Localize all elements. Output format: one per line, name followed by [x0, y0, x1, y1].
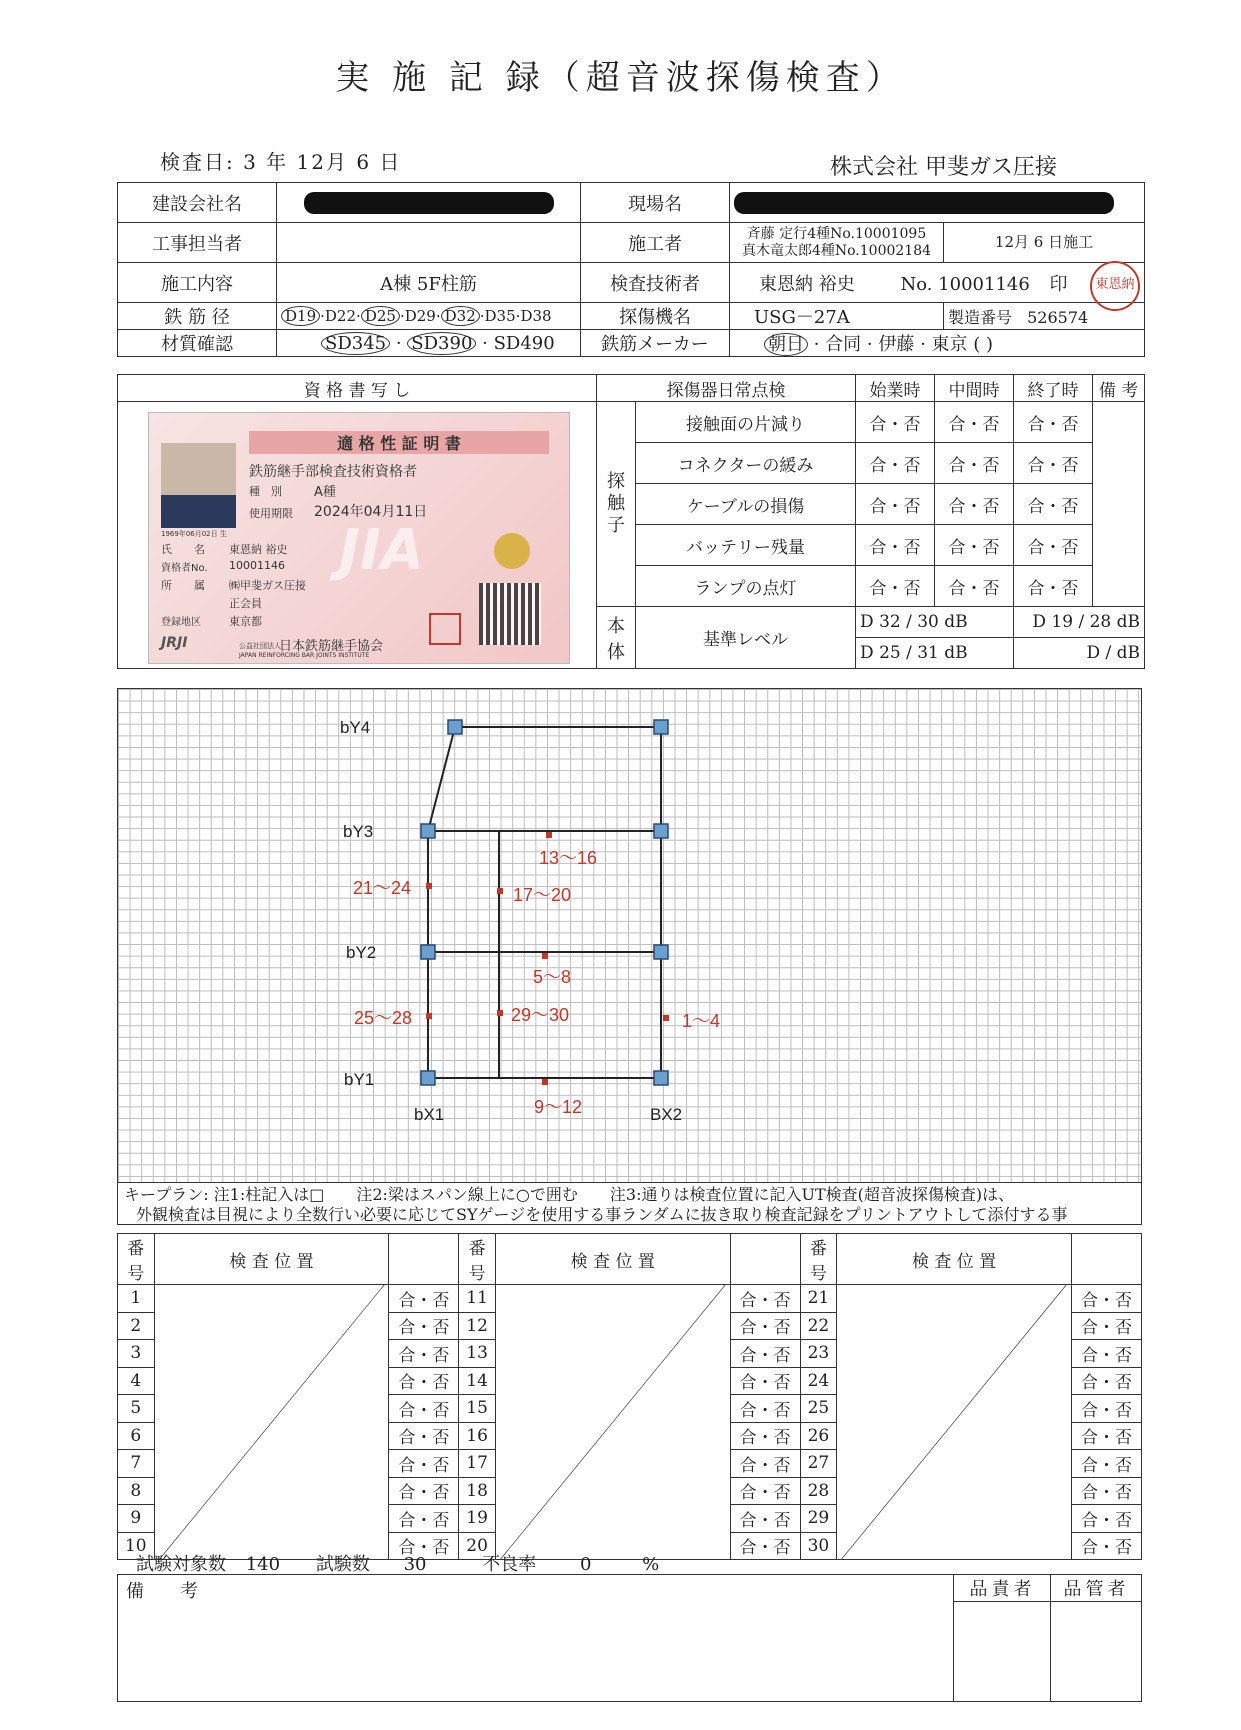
cert-type: A種 — [314, 485, 336, 500]
judgement-cell: 合・否 — [1072, 1340, 1142, 1368]
maker-options: 朝日 · 合同 · 伊藤 · 東京 ( ) — [730, 330, 1145, 357]
num-header-2: 番号 — [459, 1234, 496, 1285]
cert-no-label: 資格者No. — [161, 563, 208, 574]
judgement-cell: 合・否 — [389, 1340, 459, 1368]
point-marker — [497, 1010, 503, 1016]
num-header-1: 番号 — [118, 1234, 155, 1285]
row-number: 7 — [118, 1450, 155, 1478]
item5-end: 合・否 — [1014, 566, 1093, 607]
judgement-cell: 合・否 — [389, 1505, 459, 1533]
seal-char: 印 — [1049, 273, 1068, 295]
cert-qual: 鉄筋継手部検査技術資格者 — [249, 464, 417, 480]
rebar-dia-label: 鉄 筋 径 — [118, 303, 277, 330]
check-item-2: コネクターの緩み — [636, 443, 856, 484]
gold-seal-icon — [494, 533, 530, 569]
row-number: 8 — [118, 1477, 155, 1505]
cert-check-table — [117, 374, 1145, 669]
label-BX2: BX2 — [650, 1105, 683, 1124]
num-header-3: 番号 — [800, 1234, 837, 1285]
rebar-d38: D38 — [520, 307, 552, 325]
row-number: 15 — [459, 1395, 496, 1423]
row-number: 22 — [800, 1312, 837, 1340]
inspector-name: 東恩納 裕史 — [759, 273, 855, 295]
remarks-box — [117, 1574, 1142, 1702]
worker-1: 斉藤 定行4種No.10001095 — [746, 225, 927, 242]
note-line-1: キープラン: 注1:柱記入は□ 注2:梁はスパン線上に○で囲む 注3:通りは検査位置に記入UT検査(超音波探傷検査)は、 — [124, 1185, 1015, 1204]
key-plan-drawing — [118, 689, 1143, 1184]
strike-line — [155, 1285, 389, 1559]
judgement-cell: 合・否 — [389, 1312, 459, 1340]
item1-middle: 合・否 — [935, 402, 1014, 443]
judgement-cell: 合・否 — [730, 1505, 800, 1533]
check-item-5: ランプの点灯 — [636, 566, 856, 607]
results-table — [117, 1233, 1142, 1560]
judgement-cell: 合・否 — [1072, 1422, 1142, 1450]
judgement-cell: 合・否 — [389, 1477, 459, 1505]
serial-number: 526574 — [1027, 307, 1089, 327]
item4-start: 合・否 — [856, 525, 935, 566]
point-13-16: 13～16 — [539, 848, 598, 868]
serial-label: 製造番号 — [948, 307, 1013, 327]
red-stamp-icon — [429, 613, 461, 645]
point-17-20: 17～20 — [513, 885, 572, 905]
level-2: D 19 / 28 dB — [1014, 607, 1145, 638]
cert-name: 東恩納 裕史 — [229, 543, 288, 556]
target-label: 試験対象数 — [136, 1554, 226, 1575]
key-plan — [117, 688, 1142, 1183]
row-number: 18 — [459, 1477, 496, 1505]
summary — [136, 1550, 659, 1576]
rebar-d29: D29 — [404, 307, 436, 325]
redacted-site — [734, 192, 1114, 214]
judgement-cell: 合・否 — [1072, 1532, 1142, 1560]
point-25-28: 25～28 — [354, 1008, 413, 1028]
judgement-cell: 合・否 — [1072, 1312, 1142, 1340]
row-number: 21 — [800, 1285, 837, 1313]
pos-header-2: 検 査 位 置 — [495, 1234, 730, 1285]
judgement-cell: 合・否 — [730, 1422, 800, 1450]
strike-line — [837, 1285, 1071, 1559]
point-marker — [546, 832, 552, 838]
row-number: 4 — [118, 1367, 155, 1395]
row-number: 19 — [459, 1505, 496, 1533]
column-marker — [654, 720, 668, 734]
material-sd345: SD345 — [321, 332, 390, 355]
row-number: 23 — [800, 1340, 837, 1368]
table-row — [118, 1285, 1142, 1313]
item3-middle: 合・否 — [935, 484, 1014, 525]
point-marker — [426, 1013, 432, 1019]
person-in-charge-label: 工事担当者 — [118, 223, 277, 263]
pos-header-1: 検 査 位 置 — [154, 1234, 389, 1285]
level-1: D 32 / 30 dB — [856, 607, 1014, 638]
check-item-3: ケーブルの損傷 — [636, 484, 856, 525]
rebar-d19: D19 — [281, 306, 320, 326]
item3-end: 合・否 — [1014, 484, 1093, 525]
judgement-cell: 合・否 — [730, 1312, 800, 1340]
label-bY1: bY1 — [344, 1070, 375, 1089]
person-in-charge-value — [277, 223, 581, 263]
qa-box — [953, 1575, 1051, 1701]
level-3: D 25 / 31 dB — [856, 638, 1014, 669]
maker-godo: 合同 — [825, 334, 862, 355]
pos-header-3: 検 査 位 置 — [837, 1234, 1072, 1285]
cert-region-label: 登録地区 — [161, 617, 201, 628]
label-bX1: bX1 — [414, 1105, 445, 1124]
item1-start: 合・否 — [856, 402, 935, 443]
defect-unit: % — [642, 1554, 660, 1575]
point-marker — [426, 883, 432, 889]
cert-name-label: 氏 名 — [161, 543, 205, 556]
maker-ito: 伊藤 — [878, 334, 915, 355]
level-4: D / dB — [1014, 638, 1145, 669]
column-marker — [448, 720, 462, 734]
position-cell — [495, 1285, 730, 1560]
rebar-d25: D25 — [361, 306, 400, 326]
row-number: 27 — [800, 1450, 837, 1478]
judgement-cell: 合・否 — [730, 1395, 800, 1423]
point-marker — [663, 1015, 669, 1021]
machine-label: 探傷機名 — [581, 303, 730, 330]
row-number: 25 — [800, 1395, 837, 1423]
cert-region: 東京都 — [229, 615, 262, 628]
qr-code-icon — [479, 583, 541, 645]
judgement-cell: 合・否 — [389, 1422, 459, 1450]
point-5-8: 5～8 — [533, 967, 572, 987]
company-name: 株式会社 甲斐ガス圧接 — [830, 155, 1057, 180]
jud-header-2 — [730, 1234, 800, 1285]
check-item-4: バッテリー残量 — [636, 525, 856, 566]
note-line-2: 外観検査は目視により全数行い必要に応じてSYゲージを使用する事ランダムに抜き取り検査記録をプリントアウトして添付する事 — [136, 1205, 1068, 1224]
rebar-d32: D32 — [441, 306, 480, 326]
point-1-4: 1～4 — [682, 1011, 721, 1031]
maker-other: ( ) — [973, 334, 994, 355]
daily-check-label: 探傷器日常点検 — [597, 375, 856, 402]
judgement-cell: 合・否 — [1072, 1505, 1142, 1533]
line-slant — [428, 727, 455, 831]
maker-asahi: 朝日 — [764, 333, 808, 356]
maker-label: 鉄筋メーカー — [581, 330, 730, 357]
qm-label: 品管者 — [1051, 1575, 1142, 1602]
inspector-no: No. 10001146 — [900, 273, 1030, 295]
material-sd390: SD390 — [407, 332, 476, 355]
cert-footer-sub: 公益社団法人 — [239, 642, 281, 650]
judgement-cell: 合・否 — [389, 1450, 459, 1478]
rebar-dia-options: D19 ·D22· D25 ·D29· D32 ·D35·D38 — [277, 303, 581, 330]
inspection-date: 検査日: 3 年 12月 6 日 — [160, 150, 402, 174]
item4-middle: 合・否 — [935, 525, 1014, 566]
judgement-cell: 合・否 — [730, 1285, 800, 1313]
construction-company-label: 建設会社名 — [118, 183, 277, 223]
row-number: 2 — [118, 1312, 155, 1340]
rebar-d35: D35 — [484, 307, 516, 325]
label-bY4: bY4 — [340, 718, 371, 737]
work-date: 12月 6 日施工 — [944, 223, 1145, 263]
machine-name: USG－27A — [754, 307, 850, 328]
work-content-label: 施工内容 — [118, 263, 277, 303]
check-item-1: 接触面の片減り — [636, 402, 856, 443]
judgement-cell: 合・否 — [1072, 1367, 1142, 1395]
worker-label: 施工者 — [581, 223, 730, 263]
column-marker — [421, 945, 435, 959]
judgement-cell: 合・否 — [389, 1285, 459, 1313]
judgement-cell: 合・否 — [730, 1532, 800, 1560]
worker-2: 真木竜太郎4種No.10002184 — [741, 242, 932, 259]
maker-tokyo: 東京 — [931, 334, 968, 355]
remarks-label: 備 考 — [126, 1581, 198, 1602]
cert-heading: 適 格 性 証 明 書 — [249, 431, 549, 454]
cert-footer: 日本鉄筋継手協会 — [279, 639, 384, 654]
item3-start: 合・否 — [856, 484, 935, 525]
item5-start: 合・否 — [856, 566, 935, 607]
judgement-cell: 合・否 — [389, 1367, 459, 1395]
row-number: 28 — [800, 1477, 837, 1505]
column-marker — [654, 1071, 668, 1085]
certificate-card — [148, 412, 570, 664]
tested-count: 30 — [403, 1554, 427, 1575]
point-marker — [497, 888, 503, 894]
judgement-cell: 合・否 — [389, 1395, 459, 1423]
row-number: 11 — [459, 1285, 496, 1313]
row-number: 13 — [459, 1340, 496, 1368]
position-cell — [837, 1285, 1072, 1560]
judgement-cell: 合・否 — [730, 1477, 800, 1505]
body-group-label: 本体 — [597, 607, 636, 669]
column-marker — [654, 945, 668, 959]
cert-affil: ㈱甲斐ガス圧接 — [229, 579, 306, 592]
rebar-d22: D22 — [324, 307, 357, 325]
defect-rate: 0 — [579, 1554, 592, 1575]
strike-line — [496, 1285, 730, 1559]
cert-member: 正会員 — [229, 597, 262, 610]
qa-label: 品責者 — [954, 1575, 1051, 1602]
row-number: 5 — [118, 1395, 155, 1423]
col-middle: 中間時 — [935, 375, 1014, 402]
material-sd490: SD490 — [493, 332, 555, 354]
judgement-cell: 合・否 — [1072, 1450, 1142, 1478]
results-body — [118, 1285, 1142, 1560]
col-remarks: 備 考 — [1093, 375, 1145, 402]
row-number: 30 — [800, 1532, 837, 1560]
tested-label: 試験数 — [315, 1554, 370, 1575]
row-number: 14 — [459, 1367, 496, 1395]
judgement-cell: 合・否 — [1072, 1477, 1142, 1505]
cert-type-label: 種 別 — [249, 485, 282, 498]
judgement-cell: 合・否 — [1072, 1285, 1142, 1313]
cert-no: 10001146 — [229, 559, 285, 572]
point-9-12: 9～12 — [534, 1097, 583, 1117]
cert-label: 資 格 書 写 し — [118, 375, 597, 402]
column-marker — [654, 824, 668, 838]
probe-group-label: 探触子 — [597, 402, 636, 607]
item4-end: 合・否 — [1014, 525, 1093, 566]
judgement-cell: 合・否 — [730, 1367, 800, 1395]
defect-label: 不良率 — [482, 1554, 537, 1575]
label-bY2: bY2 — [346, 943, 377, 962]
jud-header-1 — [389, 1234, 459, 1285]
judgement-cell: 合・否 — [730, 1450, 800, 1478]
material-options: SD345 · SD390 · SD490 — [277, 330, 581, 357]
inspector-stamp: 東恩納 — [1090, 261, 1140, 311]
item2-start: 合・否 — [856, 443, 935, 484]
qm-box — [1050, 1575, 1142, 1701]
item1-end: 合・否 — [1014, 402, 1093, 443]
position-cell — [154, 1285, 389, 1560]
ref-level-label: 基準レベル — [636, 607, 856, 669]
row-number: 26 — [800, 1422, 837, 1450]
row-number: 12 — [459, 1312, 496, 1340]
label-bY3: bY3 — [343, 822, 374, 841]
item2-middle: 合・否 — [935, 443, 1014, 484]
col-end: 終了時 — [1014, 375, 1093, 402]
key-plan-note — [117, 1183, 1142, 1225]
column-marker — [421, 824, 435, 838]
item5-middle: 合・否 — [935, 566, 1014, 607]
cert-footer-en: JAPAN REINFORCING BAR JOINTS INSTITUTE — [239, 652, 370, 659]
row-number: 29 — [800, 1505, 837, 1533]
row-number: 24 — [800, 1367, 837, 1395]
row-number: 20 — [459, 1532, 496, 1560]
judgement-cell: 合・否 — [730, 1340, 800, 1368]
page-title: 実 施 記 録（超音波探傷検査） — [335, 58, 906, 98]
row-number: 10 — [118, 1532, 155, 1560]
check-remarks — [1093, 402, 1145, 607]
cert-birth: 1969年06月02日 生 — [161, 530, 227, 538]
row-number: 16 — [459, 1422, 496, 1450]
row-number: 17 — [459, 1450, 496, 1478]
photo-suit — [161, 495, 236, 528]
cert-expiry: 2024年04月11日 — [314, 504, 428, 520]
point-29-30: 29～30 — [511, 1005, 570, 1025]
cert-jrji: JRJI — [161, 635, 188, 651]
inspector-label: 検査技術者 — [581, 263, 730, 303]
info-table — [117, 182, 1145, 357]
point-marker — [542, 1079, 548, 1085]
point-marker — [542, 953, 548, 959]
cert-affil-label: 所 属 — [161, 579, 205, 592]
jud-header-3 — [1072, 1234, 1142, 1285]
redacted-company — [304, 192, 554, 214]
target-count: 140 — [245, 1554, 281, 1575]
cert-expiry-label: 使用期限 — [249, 507, 293, 520]
point-21-24: 21～24 — [353, 878, 412, 898]
judgement-cell: 合・否 — [1072, 1395, 1142, 1423]
column-marker — [421, 1071, 435, 1085]
row-number: 9 — [118, 1505, 155, 1533]
item2-end: 合・否 — [1014, 443, 1093, 484]
cert-jia-logo: JIA — [339, 518, 425, 583]
work-content: A棟 5F柱筋 — [277, 263, 581, 303]
row-number: 6 — [118, 1422, 155, 1450]
col-start: 始業時 — [856, 375, 935, 402]
judgement-cell: 合・否 — [389, 1532, 459, 1560]
row-number: 3 — [118, 1340, 155, 1368]
material-label: 材質確認 — [118, 330, 277, 357]
site-name-label: 現場名 — [581, 183, 730, 223]
row-number: 1 — [118, 1285, 155, 1313]
